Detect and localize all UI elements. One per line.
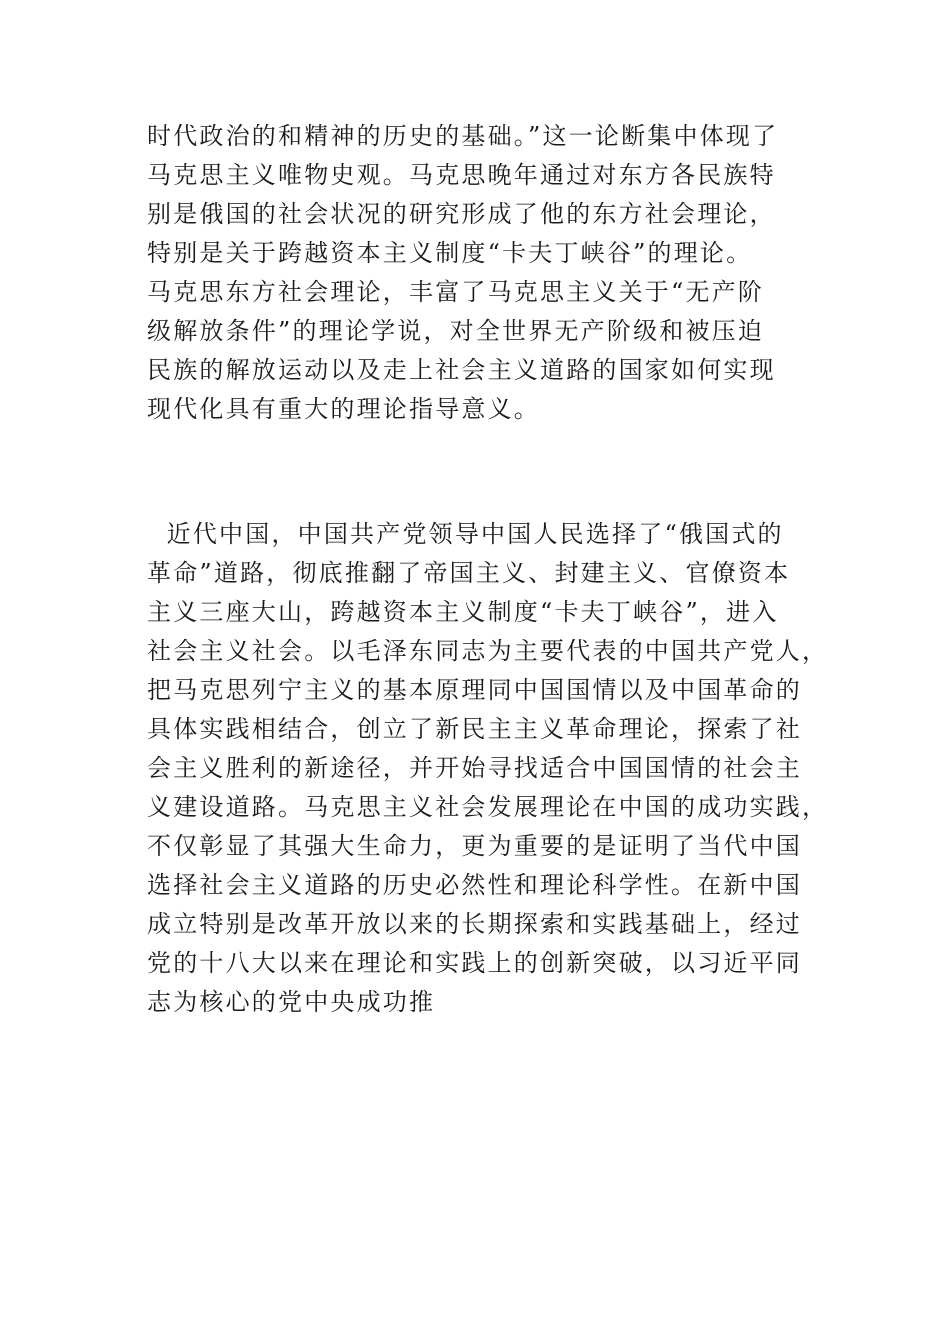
text-line: 把马克思列宁主义的基本原理同中国国情以及中国革命的 bbox=[147, 676, 802, 704]
text-line: 现代化具有重大的理论指导意义。 bbox=[147, 395, 540, 423]
text-line: 马克思东方社会理论，丰富了马克思主义关于“无产阶 bbox=[147, 278, 765, 306]
text-line: 时代政治的和精神的历史的基础。”这一论断集中体现了 bbox=[147, 122, 779, 150]
text-line: 具体实践相结合，创立了新民主主义革命理论，探索了社 bbox=[147, 715, 802, 743]
text-line: 革命”道路，彻底推翻了帝国主义、封建主义、官僚资本 bbox=[147, 559, 791, 587]
text-line: 马克思主义唯物史观。马克思晚年通过对东方各民族特 bbox=[147, 161, 776, 189]
text-line: 志为核心的党中央成功推 bbox=[147, 988, 436, 1016]
paragraph-2 bbox=[147, 515, 847, 1022]
text-line: 别是俄国的社会状况的研究形成了他的东方社会理论， bbox=[147, 200, 776, 228]
text-line: 选择社会主义道路的历史必然性和理论科学性。在新中国 bbox=[147, 871, 802, 899]
text-line: 近代中国，中国共产党领导中国人民选择了“俄国式的 bbox=[147, 520, 784, 548]
text-line: 成立特别是改革开放以来的长期探索和实践基础上，经过 bbox=[147, 910, 802, 938]
text-line: 民族的解放运动以及走上社会主义道路的国家如何实现 bbox=[147, 356, 776, 384]
text-line: 特别是关于跨越资本主义制度“卡夫丁峡谷”的理论。 bbox=[147, 239, 753, 267]
text-line: 义建设道路。马克思主义社会发展理论在中国的成功实践， bbox=[147, 793, 829, 821]
text-line: 主义三座大山，跨越资本主义制度“卡夫丁峡谷”，进入 bbox=[147, 598, 779, 626]
text-line: 不仅彰显了其强大生命力，更为重要的是证明了当代中国 bbox=[147, 832, 802, 860]
text-line: 党的十八大以来在理论和实践上的创新突破，以习近平同 bbox=[147, 949, 802, 977]
text-line: 级解放条件”的理论学说，对全世界无产阶级和被压迫 bbox=[147, 317, 765, 345]
text-line: 社会主义社会。以毛泽东同志为主要代表的中国共产党人， bbox=[147, 637, 829, 665]
paragraph-1 bbox=[147, 117, 847, 429]
text-line: 会主义胜利的新途径，并开始寻找适合中国国情的社会主 bbox=[147, 754, 802, 782]
